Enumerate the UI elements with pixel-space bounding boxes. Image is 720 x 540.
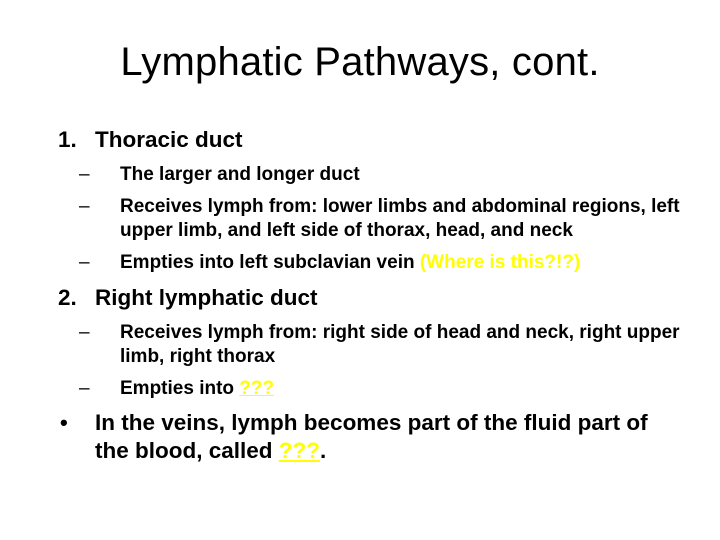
sub-item <box>0 377 720 401</box>
dash-bullet: – <box>79 322 90 343</box>
dash-bullet: – <box>79 196 90 217</box>
sub-item-text: Empties into left subclavian vein <box>120 252 420 273</box>
dash-bullet: – <box>79 164 90 185</box>
highlighted-question: (Where is this?!?) <box>419 252 581 273</box>
highlighted-blank: ??? <box>239 378 275 399</box>
list-item-thoracic-duct <box>0 126 720 154</box>
sub-item <box>0 163 720 187</box>
list-item-text: In the veins, lymph becomes part of the fluid part of the blood, called <box>95 410 648 463</box>
round-bullet: • <box>60 410 68 435</box>
list-item-right-lymphatic-duct <box>0 284 720 312</box>
highlighted-blank: ??? <box>278 438 321 463</box>
slide-title: Lymphatic Pathways, cont. <box>120 40 600 84</box>
sub-item <box>0 195 720 243</box>
dash-bullet: – <box>79 378 90 399</box>
slide-body <box>0 126 720 465</box>
list-number: 1. <box>58 127 77 152</box>
sub-item-text: Receives lymph from: right side of head and neck, right upper limb, right thorax <box>120 322 680 367</box>
list-item-veins <box>0 409 720 465</box>
list-item-text: Thoracic duct <box>95 127 243 152</box>
sub-item <box>0 321 720 369</box>
sub-item-text: Receives lymph from: lower limbs and abdominal regions, left upper limb, and left side of thorax, head, and neck <box>120 196 680 241</box>
list-number: 2. <box>58 285 77 310</box>
sub-item <box>0 251 720 275</box>
dash-bullet: – <box>79 252 90 273</box>
sub-item-text: The larger and longer duct <box>120 164 360 185</box>
list-item-text: Right lymphatic duct <box>95 285 318 310</box>
sub-item-text: Empties into <box>120 378 240 399</box>
trailing-period: . <box>320 438 327 463</box>
